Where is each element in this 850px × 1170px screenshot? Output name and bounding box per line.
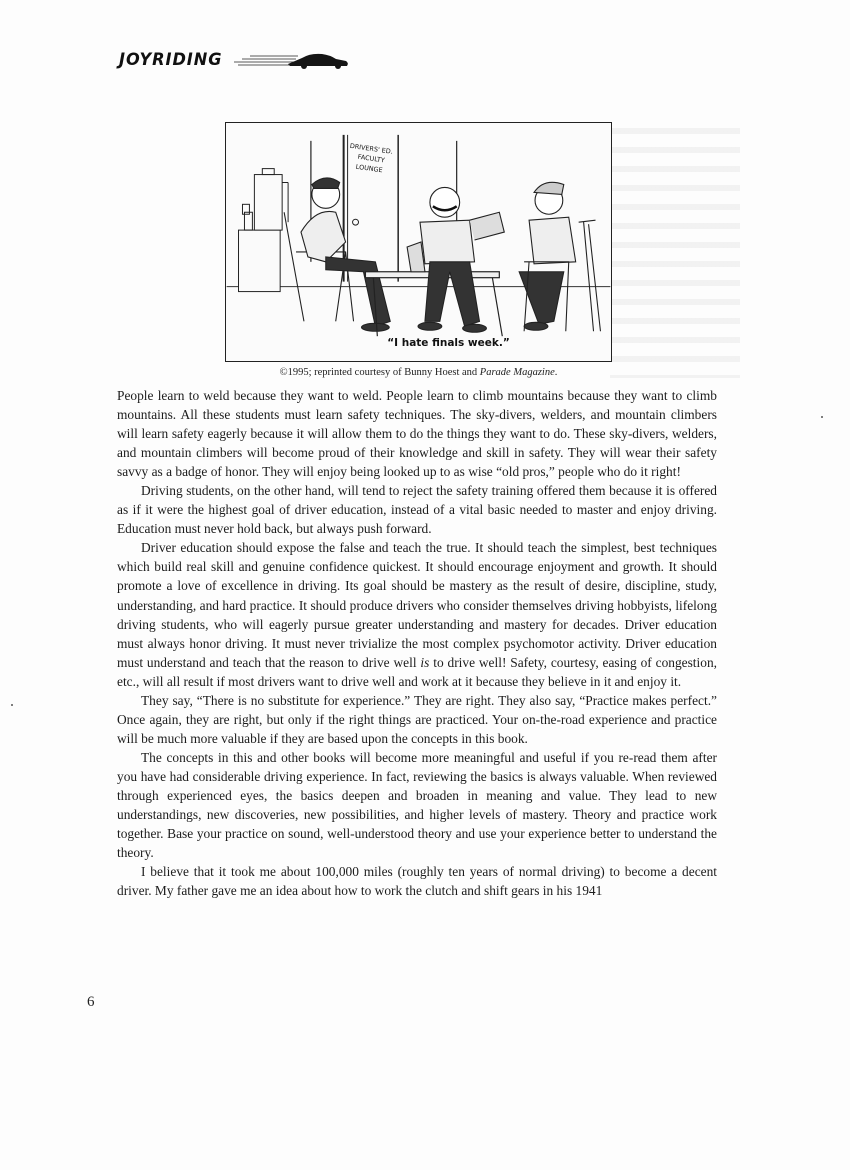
running-header	[119, 49, 350, 71]
paragraph-1: People learn to weld because they want to weld. People learn to climb mountains because they want to climb mountains. All these students must learn safety techniques. The sky-divers, welders, and mountain climbers will learn safety eagerly because it will allow them to do the things they want to do. These sky-divers, welders, and mountain climbers will become proud of their knowledge and skill in safety. They will wear their safety savvy as a badge of honor. They will enjoy being looked up to as wise “old pros,” people who do it right!	[117, 388, 717, 480]
scan-speck	[11, 704, 13, 706]
paragraph-6: I believe that it took me about 100,000 miles (roughly ten years of normal driving) to become a decent driver. My father gave me an idea about how to work the clutch and shift gears in his 1941	[117, 864, 717, 899]
credit-publication: Parade Magazine	[479, 367, 555, 378]
paragraph-2: Driving students, on the other hand, will tend to reject the safety training offered them because it is offered as if it were the highest goal of driver education, instead of a vital basic needed to master and enjoy driving. Education must never hold back, but always push forward.	[117, 483, 717, 537]
cartoon-caption: “I hate finals week.”	[387, 337, 510, 349]
coffee-urn	[239, 169, 289, 292]
man-center-leg-cast	[407, 187, 504, 332]
sign-line-1: DRIVERS' ED.	[349, 141, 394, 156]
paragraph-4: They say, “There is no substitute for experience.” They are right. They also say, “Practice makes perfect.” Once again, they are right, but only if the right things are practiced. Your on-the-road experience and practice will be much more valuable if they are based upon the concepts in this book.	[117, 692, 717, 746]
paragraph-3-emphasis: is	[420, 654, 430, 670]
cartoon-illustration	[226, 123, 611, 361]
sign-line-2: FACULTY	[357, 152, 386, 165]
cartoon-figure	[225, 122, 612, 362]
page-number: 6	[87, 994, 95, 1010]
credit-suffix: .	[554, 367, 558, 378]
lounge-sign	[349, 142, 393, 175]
sign-line-3: LOUNGE	[355, 162, 384, 175]
bleed-through-texture	[610, 118, 740, 378]
door-knob-icon	[353, 219, 359, 225]
body-text	[117, 386, 717, 900]
man-left-arm-sling	[284, 178, 390, 331]
paragraph-3-text-after: to drive well! Safety, courtesy, easing of congestion, etc., will all result if most drivers want to drive well and work at it because they believe in it and enjoy it.	[117, 654, 717, 689]
speeding-car-icon	[232, 50, 350, 70]
credit-prefix: ©1995; reprinted courtesy of Bunny Hoest and	[279, 367, 480, 378]
paragraph-5: The concepts in this and other books will become more meaningful and useful if you re-read them after you have had considerable driving experience. In fact, reviewing the basics is always valuable. When reviewed through experienced eyes, the basics deepen and broaden in meaning and value. They lead to new understandings, new discoveries, new possibilities, and higher levels of mastery. Theory and practice work together. Base your practice on sound, well-understood theory and use your experience better to understand the theory.	[117, 749, 717, 861]
figure-credit	[225, 367, 612, 378]
running-header-title: JOYRIDING	[119, 50, 223, 70]
scan-speck	[821, 416, 823, 418]
paragraph-3-text-before: Driver education should expose the false and teach the true. It should teach the simplest, best techniques which build real skill and genuine confidence quickest. It should encourage enjoyment and growth. It should promote a love of excellence in driving. Its goal should be mastery as the result of desire, discipline, study, understanding, and hard practice. It should produce drivers who consider themselves driving hobbyists, lifelong driving students, who will eagerly pursue greater understanding and mastery for decades. Driver education must always honor driving. It must never trivialize the most complex psychomotor activity. Driver education must understand and teach that the reason to drive well	[117, 540, 717, 670]
man-right-crutches	[519, 182, 600, 331]
paragraph-3	[117, 538, 717, 690]
